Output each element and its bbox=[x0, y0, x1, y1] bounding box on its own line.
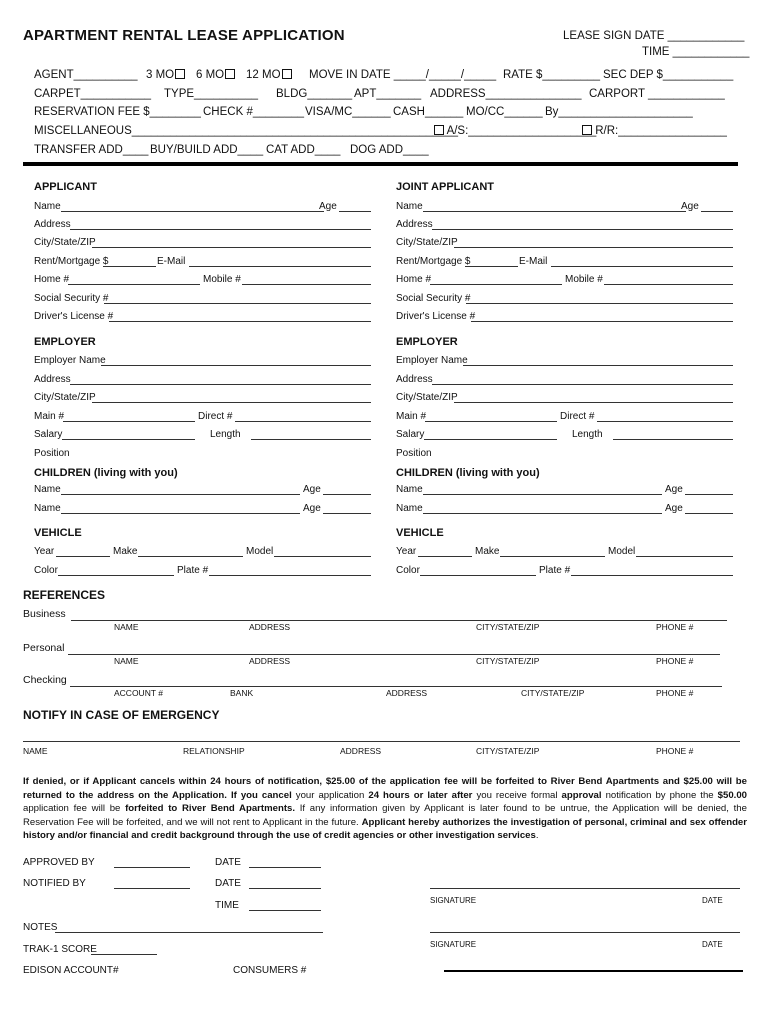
sec-dep-field[interactable]: SEC DEP $___________ bbox=[603, 69, 734, 81]
joint-length-label: Length bbox=[572, 429, 603, 440]
miscellaneous-field[interactable]: MISCELLANEOUS___________________________________________________ bbox=[34, 125, 458, 137]
lease-sign-date-field[interactable]: LEASE SIGN DATE ____________ bbox=[563, 30, 745, 42]
reference-checking-label: Checking bbox=[23, 674, 67, 686]
joint-year-line[interactable] bbox=[418, 556, 472, 557]
notified-date-line[interactable] bbox=[249, 888, 321, 889]
applicant-city-line[interactable] bbox=[92, 247, 371, 248]
applicant-rent-label: Rent/Mortgage $ bbox=[34, 256, 109, 267]
trak-score-label: TRAK-1 SCORE bbox=[23, 944, 97, 955]
visa-mc-field[interactable]: VISA/MC______ bbox=[305, 106, 391, 118]
consumers-label: CONSUMERS # bbox=[233, 965, 307, 976]
applicant-salary-line[interactable] bbox=[62, 439, 195, 440]
joint-home-label: Home # bbox=[396, 274, 432, 285]
joint-child-name-label: Name bbox=[396, 503, 423, 514]
approved-by-label: APPROVED BY bbox=[23, 857, 95, 868]
caption-phone: PHONE # bbox=[656, 622, 694, 632]
caption-city: CITY/STATE/ZIP bbox=[476, 656, 540, 666]
applicant-salary-label: Salary bbox=[34, 429, 63, 440]
edison-account-label: EDISON ACCOUNT# bbox=[23, 965, 119, 976]
applicant-make-line[interactable] bbox=[138, 556, 243, 557]
terms-text: application fee will be bbox=[23, 803, 126, 814]
applicant-main-label: Main # bbox=[34, 411, 65, 422]
joint-employer-name-line[interactable] bbox=[463, 365, 733, 366]
by-field[interactable]: By_____________________ bbox=[545, 106, 693, 118]
joint-main-line[interactable] bbox=[425, 421, 557, 422]
joint-email-label: E-Mail bbox=[519, 256, 548, 267]
term-6mo-checkbox[interactable] bbox=[225, 69, 235, 79]
buy-build-add-field[interactable]: BUY/BUILD ADD____ bbox=[150, 144, 264, 156]
joint-employer-heading: EMPLOYER bbox=[396, 336, 458, 348]
terms-text: . bbox=[535, 830, 539, 841]
applicant-child-age-line[interactable] bbox=[323, 513, 371, 514]
carpet-field[interactable]: CARPET___________ bbox=[34, 88, 151, 100]
applicant-emp-address-label: Address bbox=[34, 374, 71, 385]
terms-text: notification by phone the bbox=[601, 789, 718, 801]
notified-date-label: DATE bbox=[215, 878, 241, 889]
applicant-mobile-line[interactable] bbox=[242, 284, 371, 285]
applicant-year-line[interactable] bbox=[56, 556, 110, 557]
joint-color-label: Color bbox=[396, 565, 420, 576]
notes-label: NOTES bbox=[23, 922, 58, 933]
rr-field: R/R:_________________ bbox=[595, 125, 727, 137]
applicant-emp-city-label: City/State/ZIP bbox=[34, 392, 96, 403]
joint-age-line[interactable] bbox=[701, 211, 733, 212]
type-field[interactable]: TYPE__________ bbox=[164, 88, 258, 100]
rate-field[interactable]: RATE $_________ bbox=[503, 69, 600, 81]
applicant-home-label: Home # bbox=[34, 274, 70, 285]
terms-text: 24 hours or later after bbox=[368, 789, 473, 801]
joint-child-name-label: Name bbox=[396, 484, 423, 495]
joint-emp-city-label: City/State/ZIP bbox=[396, 392, 458, 403]
reference-business-label: Business bbox=[23, 608, 66, 620]
cash-field[interactable]: CASH______ bbox=[393, 106, 464, 118]
applicant-name-line[interactable] bbox=[61, 211, 324, 212]
joint-email-line[interactable] bbox=[551, 266, 733, 267]
applicant-employer-address-line[interactable] bbox=[70, 384, 371, 385]
applicant-employer-name-label: Employer Name bbox=[34, 355, 106, 366]
signature-caption: SIGNATURE bbox=[430, 896, 477, 905]
applicant-direct-line[interactable] bbox=[235, 421, 371, 422]
joint-make-label: Make bbox=[475, 546, 500, 557]
joint-child-name-line[interactable] bbox=[423, 494, 662, 495]
rr-option[interactable] bbox=[581, 125, 727, 137]
joint-color-line[interactable] bbox=[420, 575, 536, 576]
joint-mobile-line[interactable] bbox=[604, 284, 733, 285]
applicant-email-line[interactable] bbox=[189, 266, 371, 267]
trak-score-line[interactable] bbox=[91, 954, 157, 955]
applicant-ssn-line[interactable] bbox=[104, 303, 371, 304]
joint-salary-label: Salary bbox=[396, 429, 425, 440]
joint-direct-label: Direct # bbox=[560, 411, 595, 422]
joint-model-line[interactable] bbox=[636, 556, 733, 557]
joint-children-heading: CHILDREN (living with you) bbox=[396, 467, 540, 479]
joint-make-line[interactable] bbox=[500, 556, 605, 557]
caption-name: NAME bbox=[114, 622, 139, 632]
rr-checkbox[interactable] bbox=[582, 125, 592, 135]
applicant-child-age-line[interactable] bbox=[323, 494, 371, 495]
joint-ssn-line[interactable] bbox=[466, 303, 733, 304]
agent-field[interactable]: AGENT__________ bbox=[34, 69, 138, 81]
joint-dl-line[interactable] bbox=[471, 321, 733, 322]
terms-text: you receive formal bbox=[472, 789, 562, 801]
applicant-main-line[interactable] bbox=[63, 421, 195, 422]
as-field: A/S:____________________ bbox=[446, 125, 597, 137]
applicant-address-label: Address bbox=[34, 219, 71, 230]
joint-home-line[interactable] bbox=[430, 284, 562, 285]
applicant-direct-label: Direct # bbox=[198, 411, 233, 422]
joint-rent-line[interactable] bbox=[465, 266, 518, 267]
terms-text: your application bbox=[291, 789, 369, 801]
signature-caption: SIGNATURE bbox=[430, 940, 477, 949]
check-number-field[interactable]: CHECK #________ bbox=[203, 106, 305, 118]
caption-address: ADDRESS bbox=[249, 622, 291, 632]
joint-child-age-label: Age bbox=[665, 503, 683, 514]
emergency-line[interactable] bbox=[23, 741, 740, 742]
applicant-position-label: Position bbox=[34, 448, 70, 459]
caption-address: ADDRESS bbox=[249, 656, 291, 666]
signature-line-1[interactable] bbox=[430, 888, 740, 889]
approved-date-line[interactable] bbox=[249, 867, 321, 868]
terms-text: forfeited to River Bend Apartments. bbox=[125, 803, 296, 814]
applicant-age-line[interactable] bbox=[339, 211, 371, 212]
joint-child-age-line[interactable] bbox=[685, 494, 733, 495]
terms-text: If any information given by Applicant is later found to be untrue, the Application will be denied, the Reservation Fee will be forfeited, and we will not rent to Applicant in the future. bbox=[23, 803, 747, 828]
caption-relationship: RELATIONSHIP bbox=[183, 746, 245, 756]
applicant-length-line[interactable] bbox=[251, 439, 371, 440]
caption-phone: PHONE # bbox=[656, 746, 694, 756]
joint-child-age-line[interactable] bbox=[685, 513, 733, 514]
term-12mo-checkbox[interactable] bbox=[282, 69, 292, 79]
applicant-home-line[interactable] bbox=[68, 284, 200, 285]
joint-heading: JOINT APPLICANT bbox=[396, 181, 494, 193]
joint-main-label: Main # bbox=[396, 411, 427, 422]
notified-by-label: NOTIFIED BY bbox=[23, 878, 86, 889]
reservation-fee-field[interactable]: RESERVATION FEE $________ bbox=[34, 106, 201, 118]
applicant-rent-line[interactable] bbox=[103, 266, 156, 267]
approved-date-label: DATE bbox=[215, 857, 241, 868]
term-6mo-option[interactable] bbox=[196, 69, 235, 81]
applicant-mobile-label: Mobile # bbox=[203, 274, 241, 285]
applicant-ssn-label: Social Security # bbox=[34, 293, 109, 304]
caption-account: ACCOUNT # bbox=[114, 688, 163, 698]
applicant-age-label: Age bbox=[319, 201, 337, 212]
applicant-heading: APPLICANT bbox=[34, 181, 97, 193]
address-field[interactable]: ADDRESS_______________ bbox=[430, 88, 582, 100]
applicant-city-label: City/State/ZIP bbox=[34, 237, 96, 248]
joint-plate-label: Plate # bbox=[539, 565, 571, 576]
joint-mobile-label: Mobile # bbox=[565, 274, 603, 285]
applicant-child-name-line[interactable] bbox=[61, 494, 300, 495]
applicant-employer-name-line[interactable] bbox=[101, 365, 371, 366]
transfer-add-field[interactable]: TRANSFER ADD____ bbox=[34, 144, 149, 156]
caption-phone: PHONE # bbox=[656, 688, 694, 698]
joint-city-line[interactable] bbox=[454, 247, 733, 248]
applicant-plate-label: Plate # bbox=[177, 565, 209, 576]
applicant-year-label: Year bbox=[34, 546, 55, 557]
applicant-employer-city-line[interactable] bbox=[92, 402, 371, 403]
applicant-child-name-line[interactable] bbox=[61, 513, 300, 514]
joint-plate-line[interactable] bbox=[571, 575, 733, 576]
apt-field[interactable]: APT_______ bbox=[354, 88, 422, 100]
caption-name: NAME bbox=[114, 656, 139, 666]
joint-employer-city-line[interactable] bbox=[454, 402, 733, 403]
joint-rent-label: Rent/Mortgage $ bbox=[396, 256, 471, 267]
applicant-child-age-label: Age bbox=[303, 484, 321, 495]
terms-text: Applicant hereby authorizes the investigation of personal, criminal and sex offender history and/or financial and credit background through the use of credit agencies or other investigation services bbox=[23, 816, 747, 841]
signature-date-caption: DATE bbox=[702, 940, 723, 949]
joint-child-name-line[interactable] bbox=[423, 513, 662, 514]
notified-by-line[interactable] bbox=[114, 888, 190, 889]
joint-city-label: City/State/ZIP bbox=[396, 237, 458, 248]
section-divider bbox=[23, 162, 738, 166]
term-3mo-checkbox[interactable] bbox=[175, 69, 185, 79]
caption-city: CITY/STATE/ZIP bbox=[476, 746, 540, 756]
joint-child-age-label: Age bbox=[665, 484, 683, 495]
applicant-child-name-label: Name bbox=[34, 484, 61, 495]
joint-address-label: Address bbox=[396, 219, 433, 230]
notes-line[interactable] bbox=[55, 932, 323, 933]
caption-address: ADDRESS bbox=[386, 688, 428, 698]
term-6mo-label: 6 MO bbox=[196, 69, 225, 81]
caption-city: CITY/STATE/ZIP bbox=[521, 688, 585, 698]
terms-text: approval bbox=[561, 789, 602, 801]
joint-dl-label: Driver's License # bbox=[396, 311, 476, 322]
joint-employer-name-label: Employer Name bbox=[396, 355, 468, 366]
term-3mo-label: 3 MO bbox=[146, 69, 175, 81]
joint-name-line[interactable] bbox=[423, 211, 686, 212]
emergency-heading: NOTIFY IN CASE OF EMERGENCY bbox=[23, 708, 220, 722]
mo-cc-field[interactable]: MO/CC______ bbox=[466, 106, 543, 118]
bldg-field[interactable]: BLDG_______ bbox=[276, 88, 353, 100]
joint-ssn-label: Social Security # bbox=[396, 293, 471, 304]
applicant-vehicle-heading: VEHICLE bbox=[34, 527, 82, 539]
applicant-make-label: Make bbox=[113, 546, 138, 557]
terms-paragraph bbox=[23, 775, 747, 843]
applicant-color-line[interactable] bbox=[58, 575, 174, 576]
terms-text: If denied, or if Applicant cancels within 24 hours of notification, $25.00 of the application fee will be forfeited to River Bend Apartments and $25.00 will be returned to the address on the Application. If you cancel bbox=[23, 776, 747, 801]
joint-model-label: Model bbox=[608, 546, 636, 557]
notified-time-line[interactable] bbox=[249, 910, 321, 911]
terms-text: $50.00 bbox=[717, 789, 747, 801]
applicant-children-heading: CHILDREN (living with you) bbox=[34, 467, 178, 479]
carport-field[interactable]: CARPORT ____________ bbox=[589, 88, 725, 100]
applicant-model-line[interactable] bbox=[274, 556, 371, 557]
caption-bank: BANK bbox=[230, 688, 254, 698]
applicant-plate-line[interactable] bbox=[209, 575, 371, 576]
joint-position-label: Position bbox=[396, 448, 432, 459]
applicant-address-line[interactable] bbox=[70, 229, 371, 230]
applicant-employer-heading: EMPLOYER bbox=[34, 336, 96, 348]
applicant-name-label: Name bbox=[34, 201, 61, 212]
page-title: APARTMENT RENTAL LEASE APPLICATION bbox=[23, 27, 345, 44]
notified-time-label: TIME bbox=[215, 900, 239, 911]
joint-name-label: Name bbox=[396, 201, 423, 212]
joint-direct-line[interactable] bbox=[597, 421, 733, 422]
applicant-child-age-label: Age bbox=[303, 503, 321, 514]
reference-personal-line[interactable] bbox=[68, 654, 720, 655]
dog-add-field[interactable]: DOG ADD____ bbox=[350, 144, 429, 156]
term-3mo-option[interactable] bbox=[146, 69, 185, 81]
signature-date-caption: DATE bbox=[702, 896, 723, 905]
joint-employer-address-line[interactable] bbox=[432, 384, 733, 385]
joint-age-label: Age bbox=[681, 201, 699, 212]
reference-business-line[interactable] bbox=[71, 620, 727, 621]
applicant-dl-line[interactable] bbox=[109, 321, 371, 322]
caption-address: ADDRESS bbox=[340, 746, 382, 756]
caption-phone: PHONE # bbox=[656, 656, 694, 666]
caption-name: NAME bbox=[23, 746, 48, 756]
time-field[interactable]: TIME ____________ bbox=[642, 46, 750, 58]
caption-city: CITY/STATE/ZIP bbox=[476, 622, 540, 632]
move-in-date-field[interactable]: MOVE IN DATE _____/_____/_____ bbox=[309, 69, 497, 81]
reference-checking-line[interactable] bbox=[70, 686, 722, 687]
joint-year-label: Year bbox=[396, 546, 417, 557]
joint-emp-address-label: Address bbox=[396, 374, 433, 385]
signature-line-2[interactable] bbox=[430, 932, 740, 933]
joint-address-line[interactable] bbox=[432, 229, 733, 230]
as-option[interactable] bbox=[433, 125, 596, 137]
term-12mo-label: 12 MO bbox=[246, 69, 281, 81]
applicant-model-label: Model bbox=[246, 546, 274, 557]
as-checkbox[interactable] bbox=[434, 125, 444, 135]
joint-length-line[interactable] bbox=[613, 439, 733, 440]
cat-add-field[interactable]: CAT ADD____ bbox=[266, 144, 341, 156]
joint-vehicle-heading: VEHICLE bbox=[396, 527, 444, 539]
term-12mo-option[interactable] bbox=[246, 69, 292, 81]
reference-personal-label: Personal bbox=[23, 642, 65, 654]
references-heading: REFERENCES bbox=[23, 588, 106, 602]
applicant-child-name-label: Name bbox=[34, 503, 61, 514]
applicant-dl-label: Driver's License # bbox=[34, 311, 114, 322]
joint-salary-line[interactable] bbox=[424, 439, 557, 440]
applicant-color-label: Color bbox=[34, 565, 58, 576]
applicant-email-label: E-Mail bbox=[157, 256, 186, 267]
approved-by-line[interactable] bbox=[114, 867, 190, 868]
bottom-rule bbox=[444, 970, 743, 972]
applicant-length-label: Length bbox=[210, 429, 241, 440]
